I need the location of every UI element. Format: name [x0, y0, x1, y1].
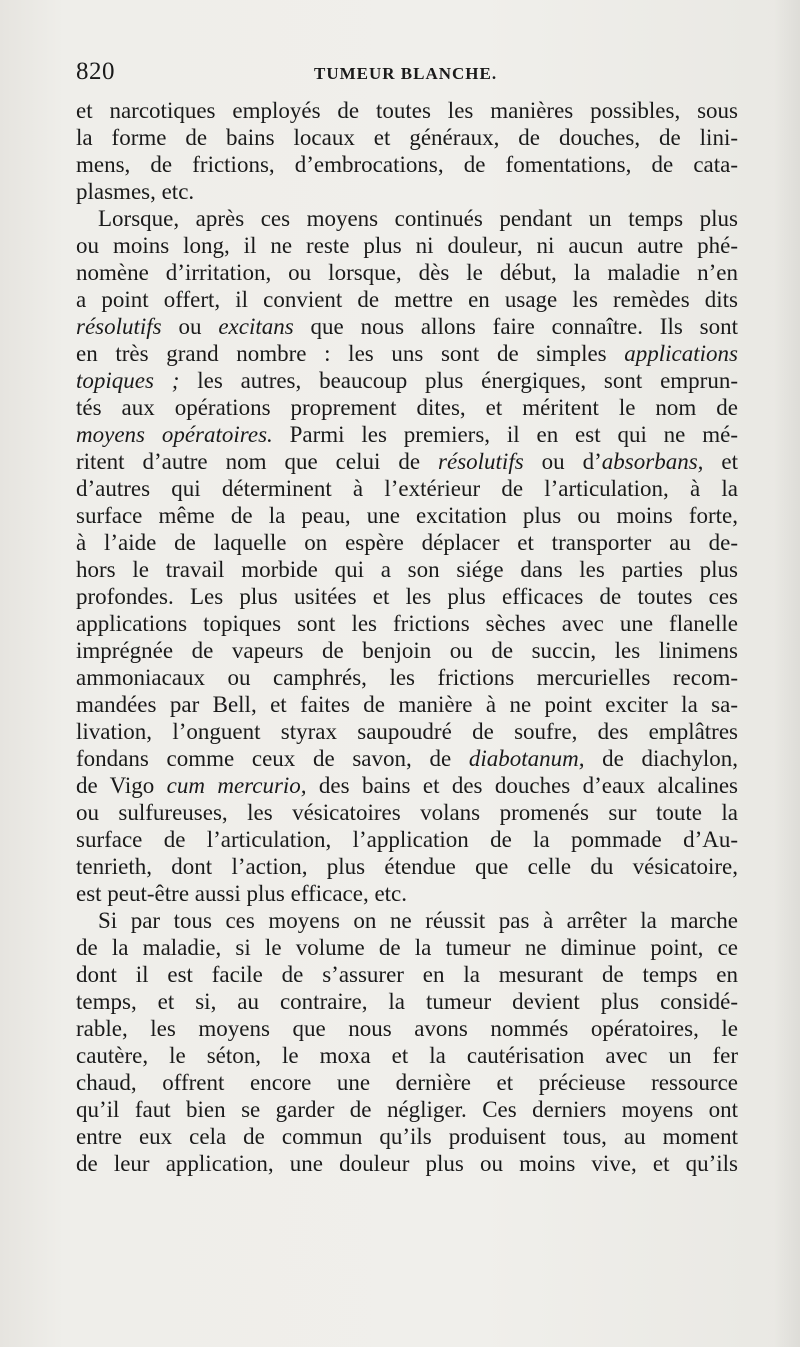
italic-term: excitans	[218, 314, 294, 339]
text-line	[76, 313, 738, 340]
text-line	[76, 421, 738, 448]
text-line	[76, 772, 738, 799]
text-line: a point offert, il convient de mettre en usage les remèdes dits	[76, 287, 738, 312]
text-line: qu’il faut bien se garder de négliger. Ces derniers moyens ont	[76, 1097, 738, 1122]
page-number: 820	[76, 58, 115, 85]
text-line: tenrieth, dont l’action, plus étendue que celle du vésicatoire,	[76, 854, 738, 879]
running-head: TUMEUR BLANCHE.	[314, 64, 498, 83]
text-line: applications topiques sont les frictions sèches avec une flanelle	[76, 611, 738, 636]
text-line: livation, l’onguent styrax saupoudré de soufre, des emplâtres	[76, 719, 738, 744]
text-line	[76, 448, 738, 475]
text-line: ou moins long, il ne reste plus ni douleur, ni aucun autre phé-	[76, 233, 738, 258]
text-line	[76, 745, 738, 772]
text-line: rable, les moyens que nous avons nommés opératoires, le	[76, 1016, 738, 1041]
italic-term: topiques ;	[76, 368, 180, 393]
text-line: d’autres qui déterminent à l’extérieur de l’articulation, à la	[76, 476, 738, 501]
text-line: et narcotiques employés de toutes les manières possibles, sous	[76, 98, 738, 123]
text-line: nomène d’irritation, ou lorsque, dès le début, la maladie n’en	[76, 260, 738, 285]
text-run: en très grand nombre : les uns sont de simples	[76, 341, 625, 366]
text-line: entre eux cela de commun qu’ils produisent tous, au moment	[76, 1124, 738, 1149]
page-header	[76, 58, 736, 90]
text-line: Si par tous ces moyens on ne réussit pas à arrêter la marche	[98, 908, 738, 933]
text-line: surface de l’articulation, l’application de la pommade d’Au-	[76, 827, 738, 852]
text-line: mens, de frictions, d’embrocations, de fomentations, de cata-	[76, 152, 738, 177]
text-line: profondes. Les plus usitées et les plus efficaces de toutes ces	[76, 584, 738, 609]
text-line: ou sulfureuses, les vésicatoires volans promenés sur toute la	[76, 800, 738, 825]
text-run: Parmi les premiers, il en est qui ne mé-	[272, 422, 738, 447]
page-gutter-shadow	[774, 0, 800, 1347]
italic-term: applications	[624, 341, 738, 366]
text-run: les autres, beaucoup plus énergiques, sont emprun-	[179, 368, 738, 393]
italic-term: absorbans,	[601, 449, 704, 474]
text-line: imprégnée de vapeurs de benjoin ou de succin, les linimens	[76, 638, 738, 663]
body-text	[76, 97, 738, 1177]
text-line: ammoniacaux ou camphrés, les frictions mercurielles recom-	[76, 665, 738, 690]
text-run: de Vigo	[76, 773, 167, 798]
text-line: temps, et si, au contraire, la tumeur devient plus considé-	[76, 989, 738, 1014]
text-run: et	[703, 449, 738, 474]
italic-term: moyens opératoires.	[76, 422, 273, 447]
text-line: cautère, le séton, le moxa et la cautérisation avec un fer	[76, 1043, 738, 1068]
text-line: à l’aide de laquelle on espère déplacer et transporter au de-	[76, 530, 738, 555]
italic-term: résolutifs	[438, 449, 524, 474]
text-line: tés aux opérations proprement dites, et méritent le nom de	[76, 395, 738, 420]
text-run: ritent d’autre nom que celui de	[76, 449, 439, 474]
text-run: ou	[161, 314, 219, 339]
text-line: hors le travail morbide qui a son siége dans les parties plus	[76, 557, 738, 582]
text-line: mandées par Bell, et faites de manière à ne point exciter la sa-	[76, 692, 738, 717]
text-line: est peut-être aussi plus efficace, etc.	[76, 881, 408, 906]
text-line: de la maladie, si le volume de la tumeur ne diminue point, ce	[76, 935, 738, 960]
text-line	[76, 340, 738, 367]
text-line: de leur application, une douleur plus ou moins vive, et qu’ils	[76, 1151, 738, 1176]
italic-term: cum mercurio,	[166, 773, 307, 798]
italic-term: diabotanum,	[468, 746, 585, 771]
text-line: plasmes, etc.	[76, 179, 195, 204]
text-line: la forme de bains locaux et généraux, de douches, de lini-	[76, 125, 738, 150]
text-run: fondans comme ceux de savon, de	[76, 746, 469, 771]
italic-term: résolutifs	[76, 314, 162, 339]
text-line: Lorsque, après ces moyens continués pendant un temps plus	[98, 206, 738, 231]
text-line: chaud, offrent encore une dernière et précieuse ressource	[76, 1070, 738, 1095]
text-run: des bains et des douches d’eaux alcalines	[306, 773, 738, 798]
text-line: dont il est facile de s’assurer en la mesurant de temps en	[76, 962, 738, 987]
text-line	[76, 367, 738, 394]
text-line: surface même de la peau, une excitation plus ou moins forte,	[76, 503, 738, 528]
text-run: que nous allons faire connaître. Ils sont	[293, 314, 738, 339]
text-run: ou d’	[523, 449, 602, 474]
text-run: de diachylon,	[584, 746, 738, 771]
